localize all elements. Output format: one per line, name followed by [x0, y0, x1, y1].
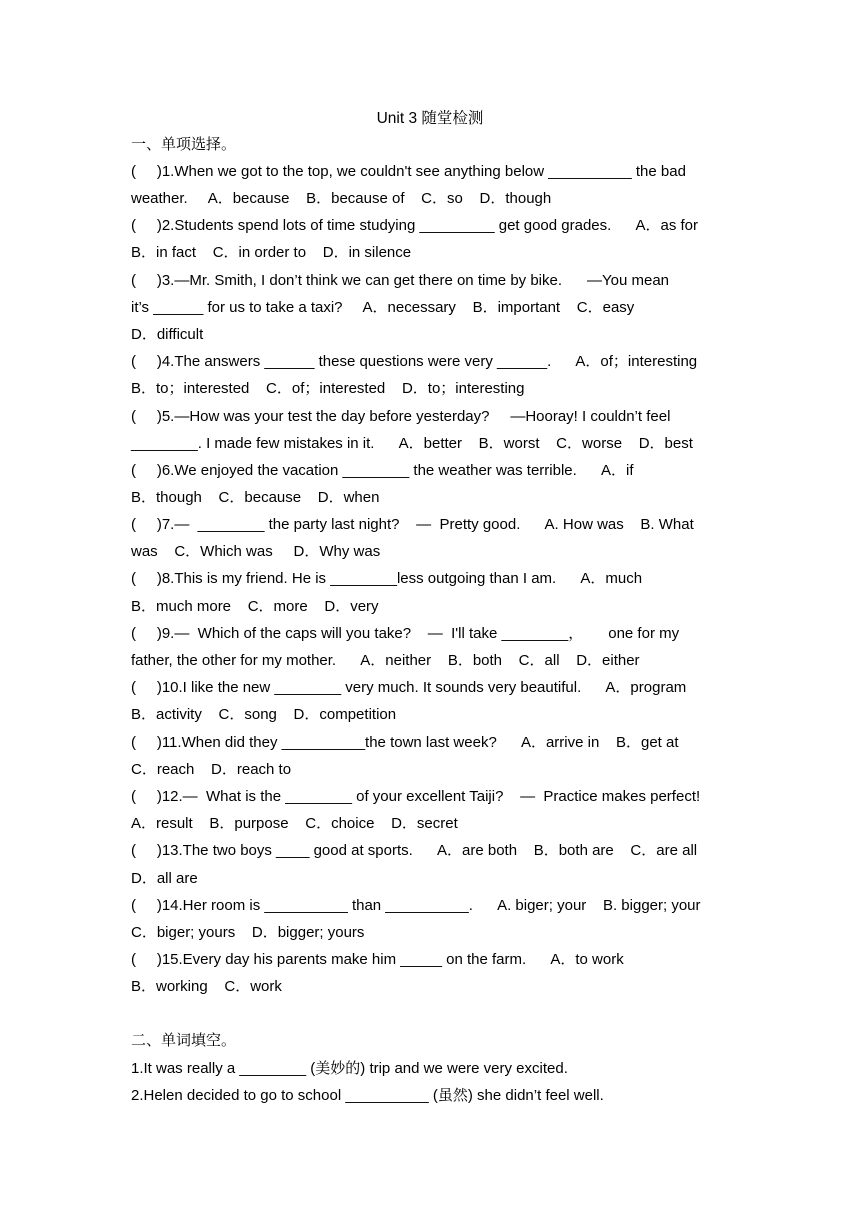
page-title: Unit 3 随堂检测: [376, 110, 484, 127]
question-line: ( )1.When we got to the top, we couldn't see anything below __________ the bad: [131, 163, 686, 180]
question-line: ( )14.Her room is __________ than __________. A. biger; your B. bigger; your: [131, 897, 701, 914]
question-line: ( )7.— ________ the party last night? — Pretty good. A. How was B. What: [131, 516, 694, 533]
fill-blank-line: 1.It was really a ________ (美妙的) trip and we were very excited.: [131, 1060, 568, 1077]
question-line: ( )4.The answers ______ these questions were very ______. A．of；interesting: [131, 353, 698, 370]
question-line: ( )10.I like the new ________ very much. It sounds very beautiful. A．program: [131, 679, 687, 696]
section-heading: 二、单词填空。: [131, 1032, 237, 1049]
question-line: ( )9.— Which of the caps will you take? — I'll take ________， one for my: [131, 625, 680, 642]
question-line: ( )3.—Mr. Smith, I don’t think we can get there on time by bike. —You mean: [131, 272, 670, 289]
question-line: C．biger; yours D．bigger; yours: [131, 924, 365, 941]
question-line: ( )15.Every day his parents make him _____ on the farm. A．to work: [131, 951, 624, 968]
question-line: B．in fact C．in order to D．in silence: [131, 244, 412, 261]
question-line: D．all are: [131, 870, 198, 887]
question-line: B．though C．because D．when: [131, 489, 380, 506]
question-line: B．activity C．song D．competition: [131, 706, 397, 723]
question-line: C．reach D．reach to: [131, 761, 292, 778]
question-line: D．difficult: [131, 326, 204, 343]
question-line: weather. A．because B．because of C．so D．though: [131, 190, 552, 207]
question-line: A．result B．purpose C．choice D．secret: [131, 815, 458, 832]
question-line: ( )2.Students spend lots of time studying _________ get good grades. A．as for: [131, 217, 699, 234]
section-heading: 一、单项选择。: [131, 136, 237, 153]
question-line: ( )11.When did they __________the town last week? A．arrive in B．get at: [131, 734, 679, 751]
question-line: ( )6.We enjoyed the vacation ________ the weather was terrible. A．if: [131, 462, 634, 479]
fill-blank-line: 2.Helen decided to go to school __________ (虽然) she didn’t feel well.: [131, 1087, 604, 1104]
question-line: ( )13.The two boys ____ good at sports. A．are both B．both are C．are all: [131, 842, 698, 859]
question-line: ________. I made few mistakes in it. A．better B．worst C．worse D．best: [131, 435, 693, 452]
question-line: B．working C．work: [131, 978, 282, 995]
question-line: father, the other for my mother. A．neither B．both C．all D．either: [131, 652, 640, 669]
question-line: ( )12.— What is the ________ of your excellent Taiji? — Practice makes perfect!: [131, 788, 701, 805]
question-line: B．to；interested C．of；interested D．to；interesting: [131, 380, 525, 397]
question-line: it’s ______ for us to take a taxi? A．necessary B．important C．easy: [131, 299, 635, 316]
question-line: ( )5.—How was your test the day before yesterday? —Hooray! I couldn’t feel: [131, 408, 671, 425]
question-line: B．much more C．more D．very: [131, 598, 379, 615]
question-line: was C．Which was D．Why was: [131, 543, 381, 560]
question-line: ( )8.This is my friend. He is ________less outgoing than I am. A．much: [131, 570, 643, 587]
